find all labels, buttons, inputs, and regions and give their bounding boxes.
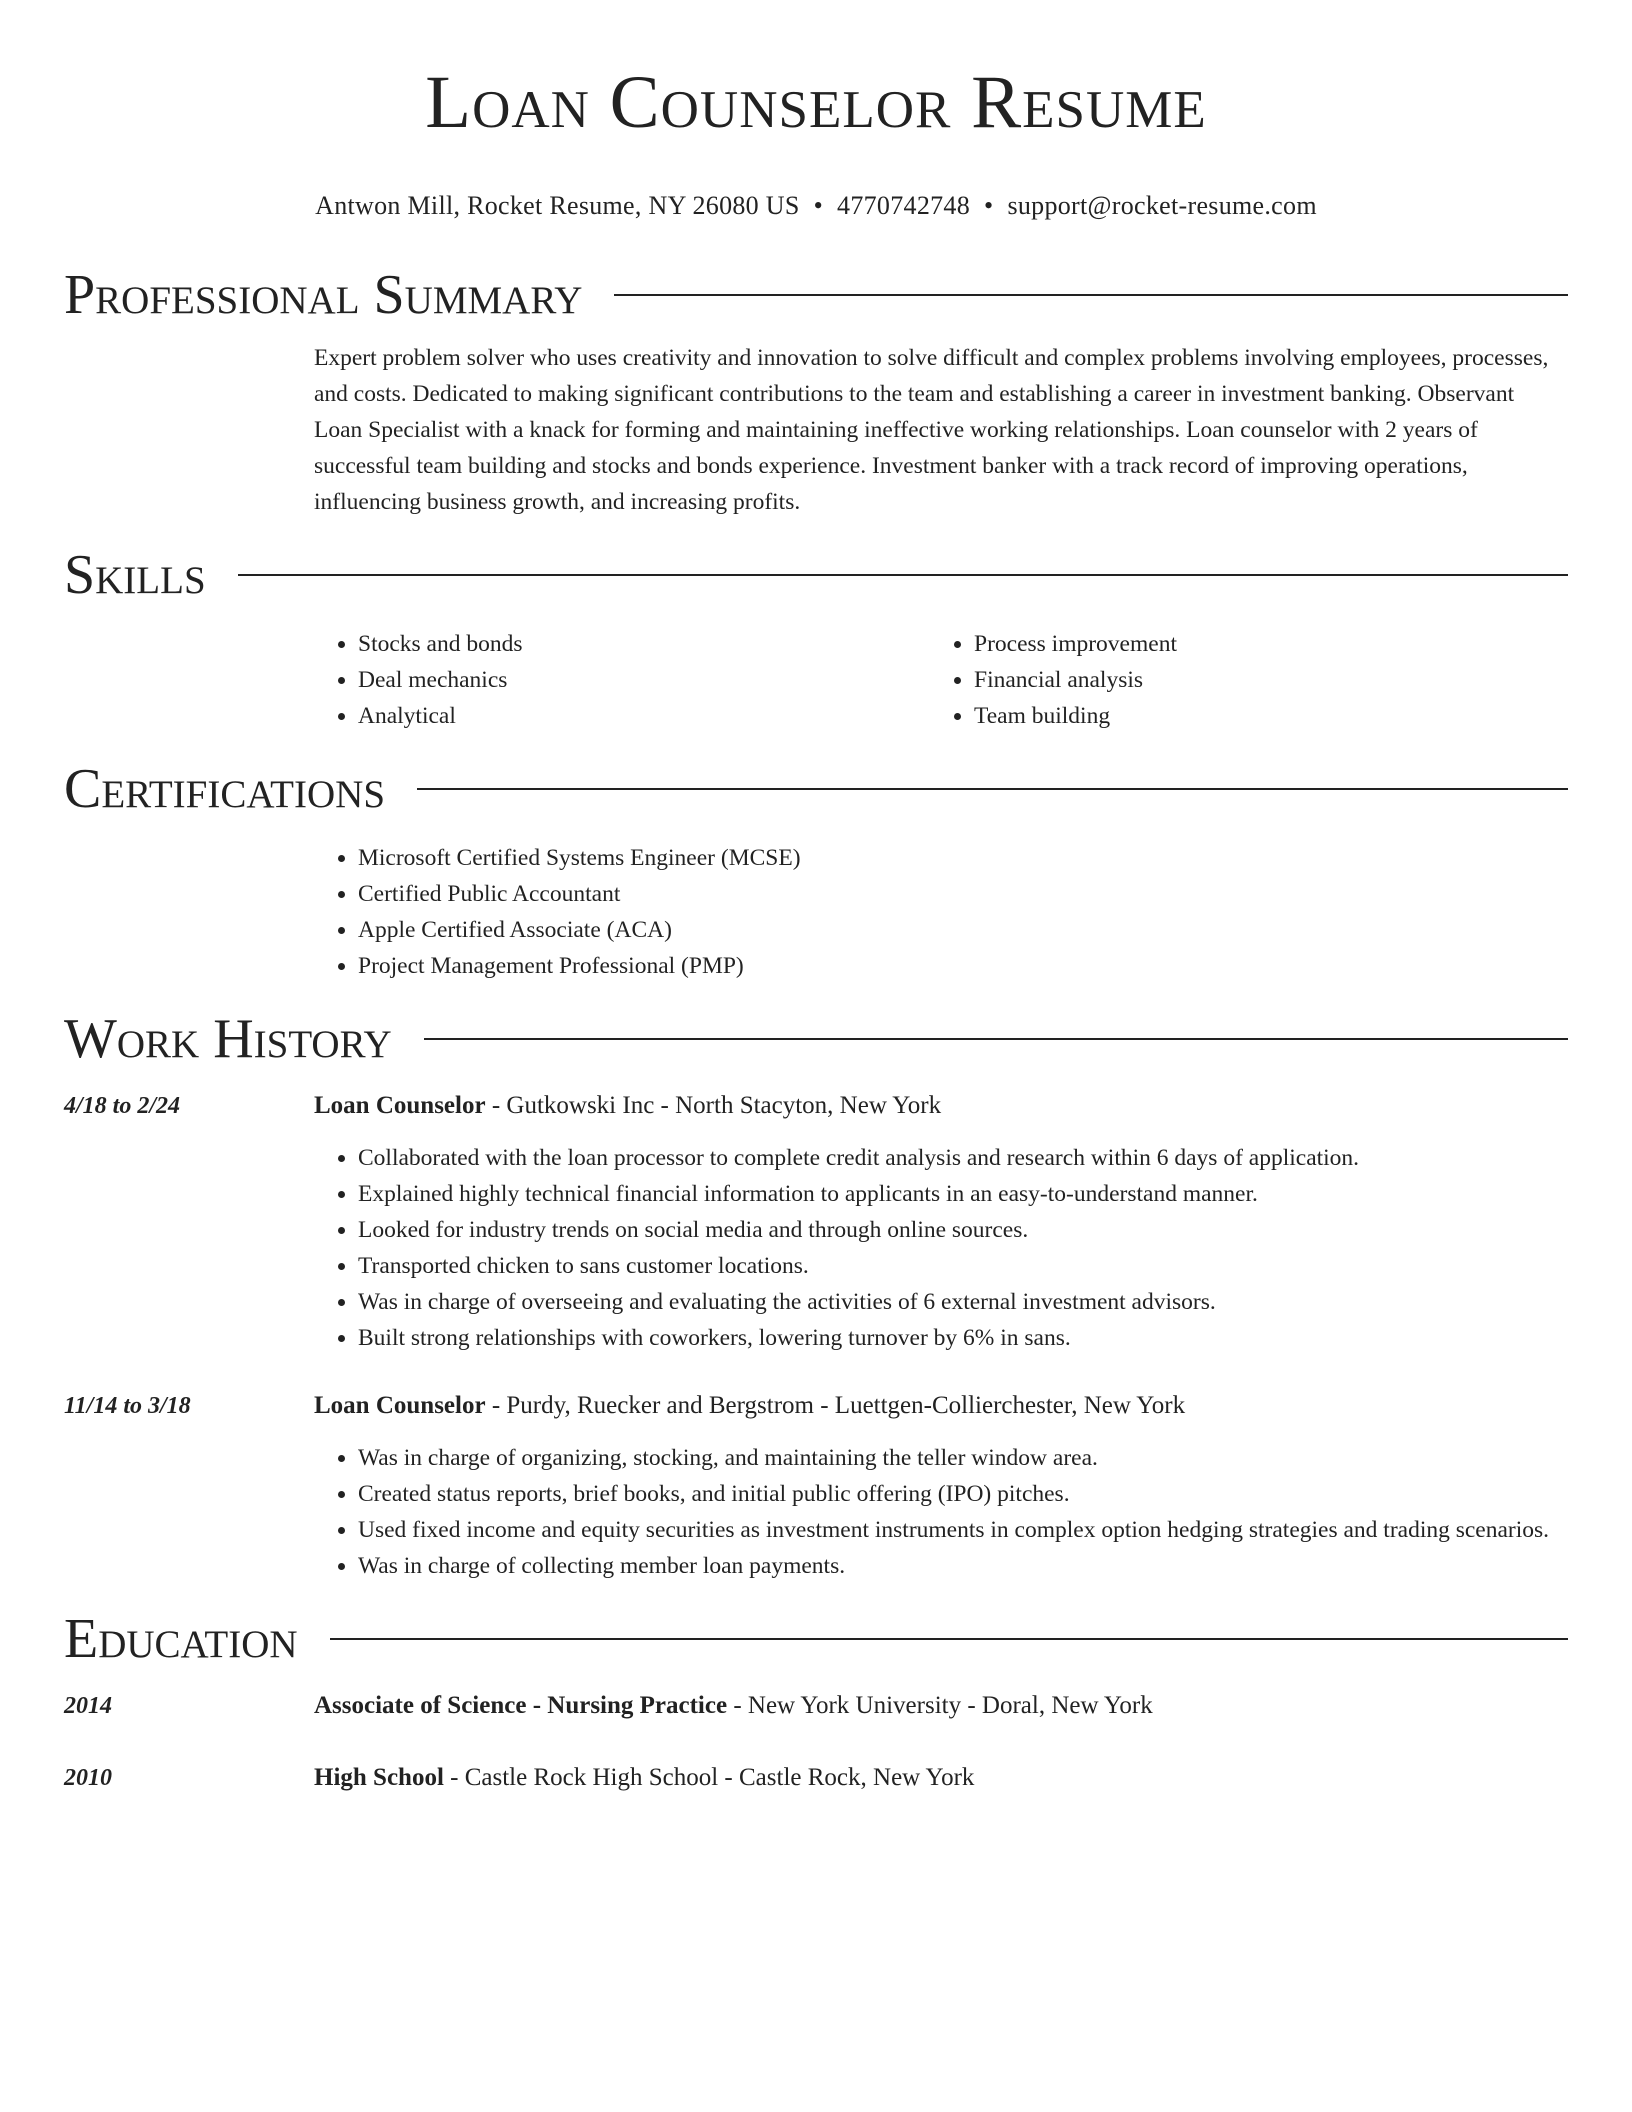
job-role: Loan Counselor [314,1092,486,1119]
education-header [64,1606,1568,1672]
education-title-line [314,1760,974,1796]
skills-header [64,542,1568,608]
summary-heading: Professional Summary [64,264,583,326]
skill-item: • Deal mechanics [358,662,930,698]
job-duty: • Explained highly technical financial information to applicants in an easy-to-understand manner. [358,1176,1568,1212]
job-duty: • Used fixed income and equity securities as investment instruments in complex option hedging strategies and trading scenarios. [358,1512,1568,1548]
section-divider [424,1038,1568,1040]
education-entry [64,1688,1568,1724]
section-divider [417,788,1568,790]
work-history-section [64,1006,1568,1584]
certification-item: • Certified Public Accountant [358,876,1568,912]
skill-item: • Team building [974,698,1546,734]
contact-line [64,190,1568,222]
summary-section [64,262,1568,520]
job-dates: 11/14 to 3/18 [64,1393,191,1419]
summary-header [64,262,1568,328]
job-duty: • Was in charge of organizing, stocking, and maintaining the teller window area. [358,1440,1568,1476]
job-duty: • Transported chicken to sans customer locations. [358,1248,1568,1284]
contact-separator: • [813,191,824,220]
contact-separator: • [984,191,994,220]
certifications-header [64,756,1568,822]
skills-section [64,542,1568,734]
contact-phone: 4770742748 [837,191,971,220]
job-title-line [314,1088,941,1124]
job-details: - Purdy, Ruecker and Bergstrom - Luettgen-Collierchester, New York [485,1392,1186,1419]
certification-item: • Microsoft Certified Systems Engineer (MCSE) [358,840,1568,876]
certification-item: • Apple Certified Associate (ACA) [358,912,1568,948]
skills-column-left [314,626,930,734]
job-details: - Gutkowski Inc - North Stacyton, New York [485,1092,942,1119]
job-duties [314,1140,1568,1356]
education-degree: Associate of Science - Nursing Practice [314,1692,728,1719]
job-role: Loan Counselor [314,1392,486,1419]
skills-heading: Skills [64,544,206,606]
job-duty: • Was in charge of overseeing and evaluating the activities of 6 external investment advisors. [358,1284,1568,1320]
work-history-header [64,1006,1568,1072]
certifications-list [314,840,1568,984]
education-title-line [314,1688,1153,1724]
job-duty: • Built strong relationships with coworkers, lowering turnover by 6% in sans. [358,1320,1568,1356]
education-year: 2010 [64,1765,112,1791]
education-details: - New York University - Doral, New York [727,1692,1153,1719]
job-entry [64,1388,1568,1584]
section-divider [614,294,1568,296]
summary-text: Expert problem solver who uses creativity and innovation to solve difficult and complex problems involving employees, processes, and costs. Dedicated to making significant contributions to the team and establishing a career in investment banking. Observant Loan Specialist with a knack for forming and maintaining ineffective working relationships. Loan counselor with 2 years of successful team building and stocks and bonds experience. Investment banker with a track record of improving operations, influencing business growth, and increasing profits. [314,345,1549,515]
education-entry [64,1760,1568,1796]
skills-list [314,626,1568,734]
section-divider [238,574,1568,576]
certifications-heading: Certifications [64,758,386,820]
job-title-line [314,1388,1185,1424]
skills-column-right [930,626,1546,734]
job-duties [314,1440,1568,1584]
job-entry [64,1088,1568,1356]
education-degree: High School [314,1764,444,1791]
education-section [64,1606,1568,1796]
job-duty: • Was in charge of collecting member loan payments. [358,1548,1568,1584]
job-duty: • Created status reports, brief books, and initial public offering (IPO) pitches. [358,1476,1568,1512]
skill-item: • Analytical [358,698,930,734]
education-year: 2014 [64,1693,112,1719]
work-history-heading: Work History [64,1008,392,1070]
education-heading: Education [64,1608,298,1670]
education-details: - Castle Rock High School - Castle Rock, New York [443,1764,975,1791]
contact-email[interactable]: support@rocket-resume.com [1007,191,1317,220]
section-divider [330,1638,1568,1640]
skill-item: • Stocks and bonds [358,626,930,662]
job-dates: 4/18 to 2/24 [64,1093,181,1119]
resume-title: Loan Counselor Resume [425,61,1207,144]
job-duty: • Looked for industry trends on social media and through online sources. [358,1212,1568,1248]
skill-item: • Process improvement [974,626,1546,662]
certifications-section [64,756,1568,984]
job-duty: • Collaborated with the loan processor to complete credit analysis and research within 6 days of application. [358,1140,1568,1176]
certification-item: • Project Management Professional (PMP) [358,948,1568,984]
skill-item: • Financial analysis [974,662,1546,698]
contact-address: Antwon Mill, Rocket Resume, NY 26080 US [315,191,800,220]
